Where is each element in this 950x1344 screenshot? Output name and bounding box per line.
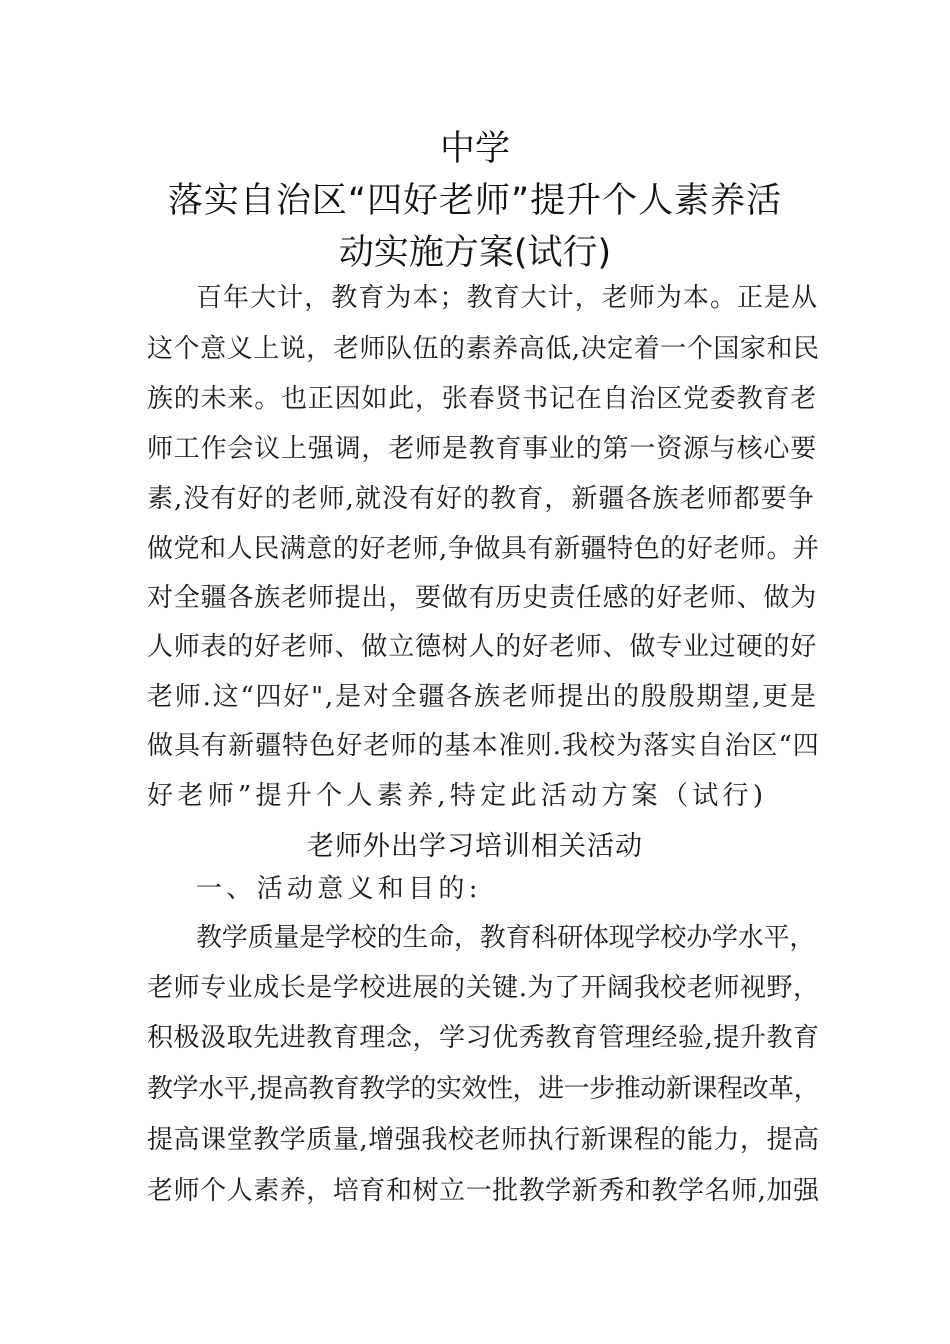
intro-line: 素,没有好的老师,就没有好的教育，新疆各族老师都要争 bbox=[147, 484, 815, 514]
section-heading: 老师外出学习培训相关活动 bbox=[307, 831, 643, 862]
title-main-line2: 动实施方案(试行) bbox=[338, 233, 612, 273]
body-line: 老师专业成长是学校进展的关键.为了开阔我校老师视野， bbox=[147, 973, 820, 1003]
body-line: 教学质量是学校的生命，教育科研体现学校办学水平， bbox=[196, 923, 816, 953]
intro-line: 做具有新疆特色好老师的基本准则.我校为落实自治区“四 bbox=[147, 731, 820, 761]
intro-line: 老师.这“四好",是对全疆各族老师提出的殷殷期望,更是 bbox=[147, 682, 818, 712]
intro-line: 好老师”提升个人素养,特定此活动方案（试行) bbox=[147, 781, 768, 811]
body-line: 提高课堂教学质量,增强我校老师执行新课程的能力，提高 bbox=[147, 1125, 820, 1155]
body-line: 积极汲取先进教育理念，学习优秀教育管理经验,提升教育 bbox=[147, 1023, 820, 1053]
intro-line: 做党和人民满意的好老师,争做具有新疆特色的好老师。并 bbox=[147, 534, 820, 564]
body-line: 老师个人素养，培育和树立一批教学新秀和教学名师,加强 bbox=[147, 1176, 820, 1206]
intro-line: 对全疆各族老师提出，要做有历史责任感的好老师、做为 bbox=[147, 583, 818, 613]
title-main-line1: 落实自治区“四好老师”提升个人素养活 bbox=[167, 181, 783, 221]
intro-line: 师工作会议上强调，老师是教育事业的第一资源与核心要 bbox=[147, 434, 818, 464]
intro-line: 族的未来。也正因如此，张春贤书记在自治区党委教育老 bbox=[147, 384, 818, 414]
title-school: 中学 bbox=[439, 129, 510, 169]
intro-line: 百年大计，教育为本；教育大计，老师为本。正是从 bbox=[196, 283, 819, 313]
intro-line: 这个意义上说，老师队伍的素养高低,决定着一个国家和民 bbox=[147, 334, 820, 364]
body-line: 教学水平,提高教育教学的实效性，进一步推动新课程改革， bbox=[147, 1074, 820, 1104]
intro-line: 人师表的好老师、做立德树人的好老师、做专业过硬的好 bbox=[147, 632, 818, 662]
section-item-heading: 一、活动意义和目的: bbox=[196, 874, 482, 904]
